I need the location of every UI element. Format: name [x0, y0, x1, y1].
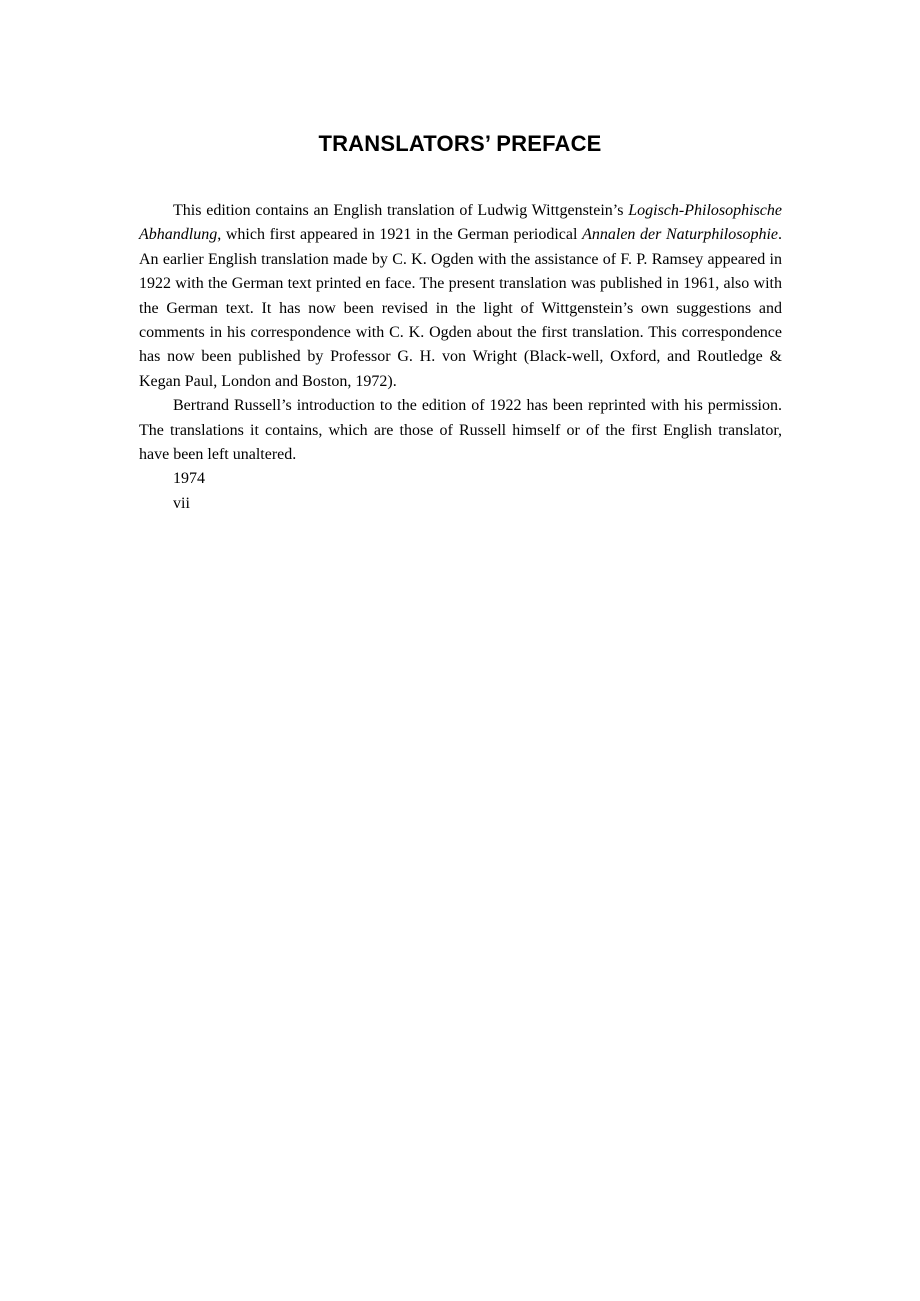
year-line: 1974	[173, 470, 205, 488]
page-number: vii	[173, 494, 190, 512]
page-title: TRANSLATORS’ PREFACE	[318, 131, 602, 156]
paragraph-1-text-2: , which first appeared in 1921 in the German periodical	[217, 226, 583, 244]
paragraph-1-text-3: . An earlier English translation made by C. K. Ogden with the assistance of F. P. Ramsey appeared in 1922 with the German text printed en face. The present translation was published in 1961, also with the German text. It has now been revised in the light of Wittgenstein’s own suggestions and comments in his correspondence with C. K. Ogden about the first translation. This correspondence has now been published by Professor G. H. von Wright (Black-well, Oxford, and Routledge & Kegan Paul, London and Boston, 1972).	[139, 226, 783, 390]
paragraph-1-italic-title-2: Annalen der Naturphilosophie	[582, 226, 779, 244]
paragraph-1-italic-title-1: Logisch-Philosophische Abhandlung	[139, 202, 782, 244]
preface-body	[139, 199, 782, 516]
paragraph-1	[139, 199, 782, 394]
paragraph-2: Bertrand Russell’s introduction to the edition of 1922 has been reprinted with his permission. The translations it contains, which are those of Russell himself or of the first English translator, have been left unaltered.	[139, 397, 782, 464]
paragraph-1-text-1: This edition contains an English translation of Ludwig Wittgenstein’s	[173, 202, 629, 219]
